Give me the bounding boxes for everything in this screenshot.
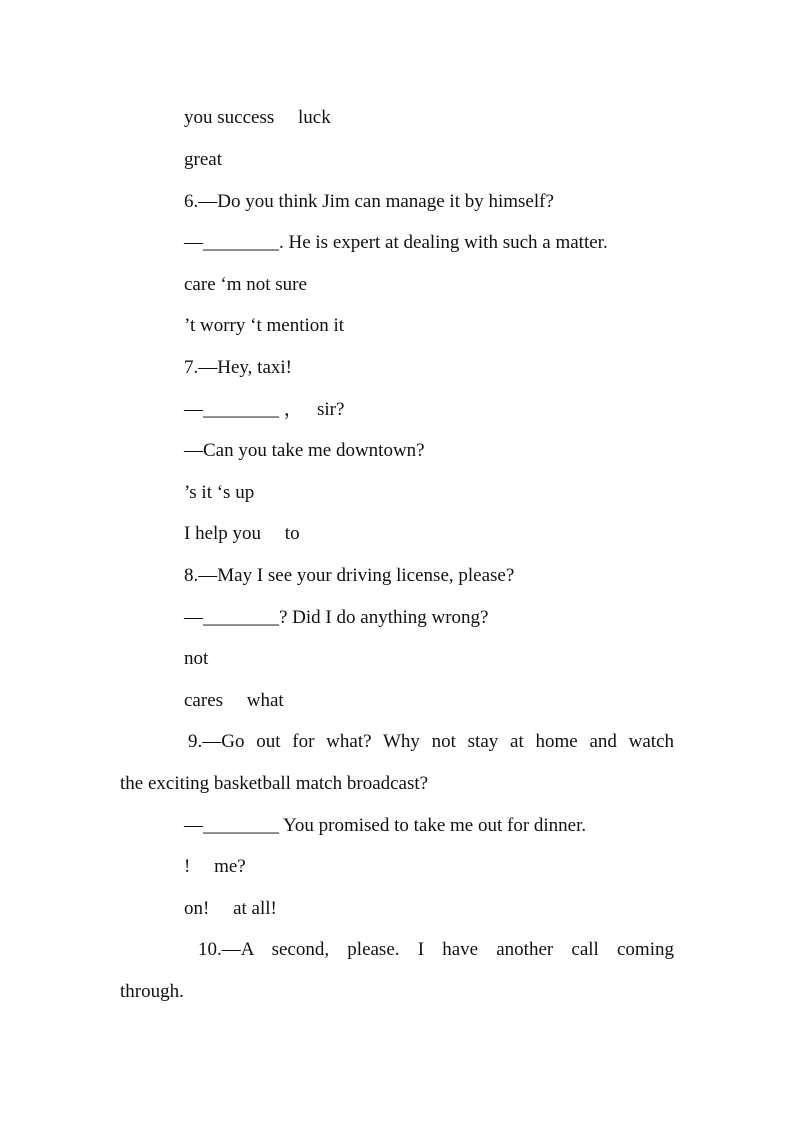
question-9-continued: the exciting basketball match broadcast?	[120, 773, 429, 794]
option-line: care ‘m not sure	[184, 274, 307, 295]
dialogue-line: —Can you take me downtown?	[184, 440, 425, 461]
question-8: 8.—May I see your driving license, please?	[184, 565, 515, 586]
option-line: on! at all!	[184, 898, 277, 919]
option-line: great	[184, 149, 222, 170]
option-line: cares what	[184, 690, 284, 711]
option-line: not	[184, 648, 209, 669]
option-line: you success luck	[184, 107, 331, 128]
answer-blank-line: —________ You promised to take me out for dinner.	[184, 815, 587, 836]
answer-blank-line: —________. He is expert at dealing with such a matter.	[184, 232, 608, 253]
option-line: ’t worry ‘t mention it	[184, 315, 345, 336]
answer-blank-line: —________? Did I do anything wrong?	[184, 607, 489, 628]
option-line: ! me?	[184, 856, 246, 877]
question-7: 7.—Hey, taxi!	[184, 357, 292, 378]
question-10-continued: through.	[120, 981, 184, 1002]
option-line: ’s it ‘s up	[184, 482, 255, 503]
option-line: I help you to	[184, 523, 300, 544]
question-10: 10.—A second, please. I have another call coming	[198, 939, 674, 960]
question-9: 9.—Go out for what? Why not stay at home and watch	[188, 731, 674, 752]
answer-blank-line: —________ ， sir?	[184, 399, 345, 420]
question-6: 6.—Do you think Jim can manage it by himself?	[184, 191, 554, 212]
